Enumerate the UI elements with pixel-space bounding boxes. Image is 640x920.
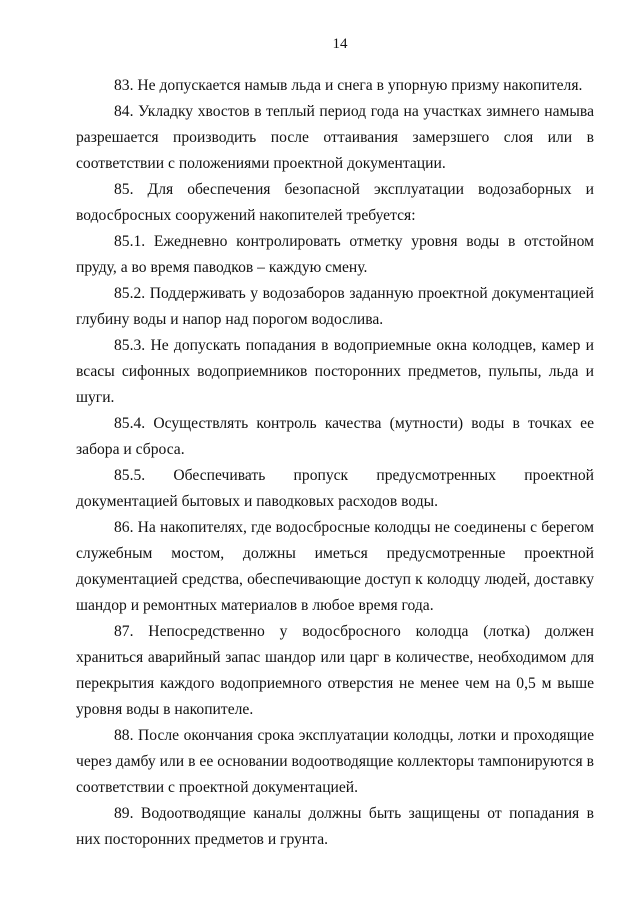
- paragraph-89: 89. Водоотводящие каналы должны быть защищены от попадания в них посторонних предметов и грунта.: [76, 805, 594, 848]
- paragraph-85-1: 85.1. Ежедневно контролировать отметку уровня воды в отстойном пруду, а во время паводков – каждую смену.: [76, 233, 594, 276]
- paragraph-85-4: 85.4. Осуществлять контроль качества (мутности) воды в точках ее забора и сброса.: [76, 415, 594, 458]
- paragraph-85-5: 85.5. Обеспечивать пропуск предусмотренных проектной документацией бытовых и паводковых расходов воды.: [76, 467, 594, 510]
- paragraph-85-3: 85.3. Не допускать попадания в водоприемные окна колодцев, камер и всасы сифонных водоприемников посторонних предметов, пульпы, льда и шуги.: [76, 337, 594, 406]
- paragraph-85: 85. Для обеспечения безопасной эксплуатации водозаборных и водосбросных сооружений накопителей требуется:: [76, 181, 594, 224]
- page-number: 14: [332, 36, 348, 52]
- paragraph-85-2: 85.2. Поддерживать у водозаборов заданную проектной документацией глубину воды и напор над порогом водослива.: [76, 285, 594, 328]
- paragraph-86: 86. На накопителях, где водосбросные колодцы не соединены с берегом служебным мостом, должны иметься предусмотренные проектной документацией средства, обеспечивающие доступ к колодцу людей, доставку шандор и ремонтных материалов в любое время года.: [76, 519, 594, 614]
- paragraph-88: 88. После окончания срока эксплуатации колодцы, лотки и проходящие через дамбу или в ее основании водоотводящие коллекторы тампонируются в соответствии с проектной документацией.: [76, 727, 594, 796]
- paragraph-84: 84. Укладку хвостов в теплый период года на участках зимнего намыва разрешается производить после оттаивания замерзшего слоя или в соответствии с положениями проектной документации.: [76, 103, 594, 172]
- paragraph-83: 83. Не допускается намыв льда и снега в упорную призму накопителя.: [114, 77, 583, 94]
- paragraph-87: 87. Непосредственно у водосбросного колодца (лотка) должен храниться аварийный запас шандор или царг в количестве, необходимом для перекрытия каждого водоприемного отверстия не менее чем на 0,5 м выше уровня воды в накопителе.: [76, 623, 594, 718]
